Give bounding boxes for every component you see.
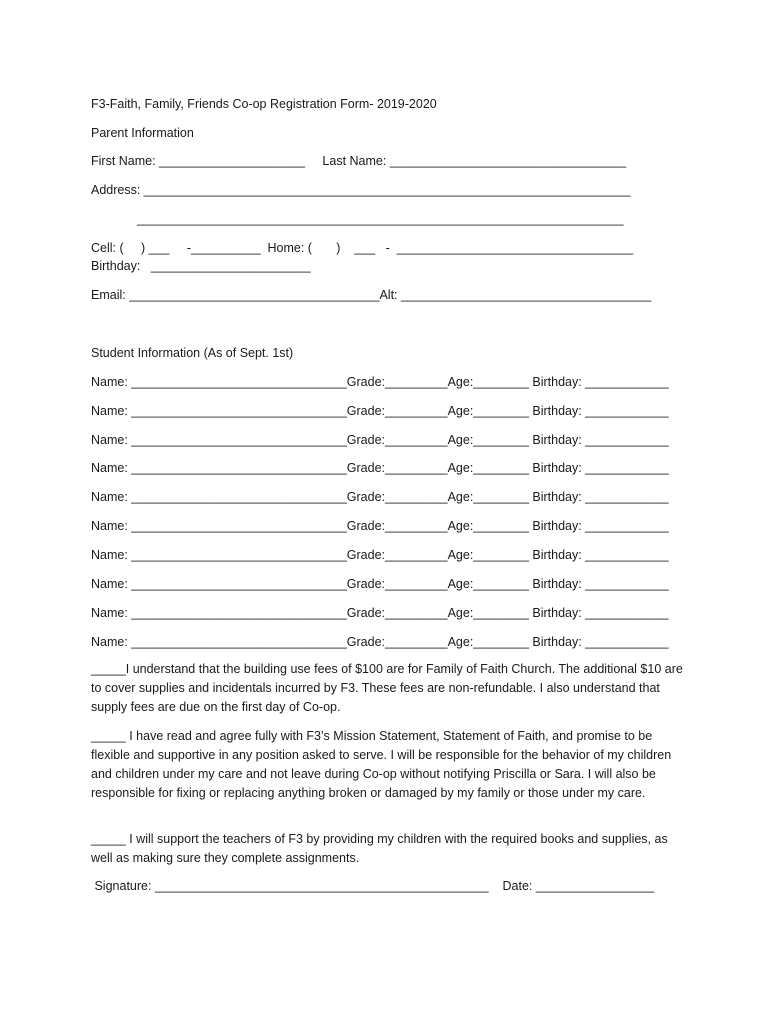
student-info-heading: Student Information (As of Sept. 1st): [91, 346, 294, 360]
name-fields[interactable]: First Name: _____________________ Last Name: __________________________________: [91, 154, 627, 168]
student-row[interactable]: Name: _______________________________Grade:_________Age:________ Birthday: ____________: [91, 404, 669, 418]
student-row[interactable]: Name: _______________________________Grade:_________Age:________ Birthday: ____________: [91, 606, 669, 620]
address-field-line2[interactable]: ______________________________________________________________________: [137, 212, 624, 226]
student-row[interactable]: Name: _______________________________Grade:_________Age:________ Birthday: ____________: [91, 577, 669, 591]
fees-agreement[interactable]: _____I understand that the building use fees of $100 are for Family of Faith Church. The additional $10 are to cover supplies and incidentals incurred by F3. These fees are non-refundable. I also understand that supply fees are due on the first day of Co-op.: [91, 662, 683, 714]
student-row[interactable]: Name: _______________________________Grade:_________Age:________ Birthday: ____________: [91, 490, 669, 504]
phone-fields[interactable]: Cell: ( ) ___ -__________ Home: ( ) ___ - __________________________________: [91, 241, 634, 255]
address-field[interactable]: Address: ______________________________________________________________________: [91, 183, 631, 197]
student-row[interactable]: Name: _______________________________Grade:_________Age:________ Birthday: ____________: [91, 519, 669, 533]
student-row[interactable]: Name: _______________________________Grade:_________Age:________ Birthday: ____________: [91, 635, 669, 649]
mission-agreement[interactable]: _____ I have read and agree fully with F3’s Mission Statement, Statement of Faith, and promise to be flexible and supportive in any position asked to serve. I will be responsible for the behavior of my children and children under my care and not leave during Co-op without notifying Priscilla or Sara. I will also be responsible for fixing or replacing anything broken or damaged by my family or those under my care.: [91, 729, 672, 800]
email-fields[interactable]: Email: ____________________________________Alt: ____________________________________: [91, 288, 652, 302]
signature-date-fields[interactable]: Signature: ________________________________________________ Date: _________________: [91, 879, 655, 893]
student-row[interactable]: Name: _______________________________Grade:_________Age:________ Birthday: ____________: [91, 548, 669, 562]
support-agreement[interactable]: _____ I will support the teachers of F3 by providing my children with the required books and supplies, as well as making sure they complete assignments.: [91, 832, 668, 865]
parent-birthday-field[interactable]: Birthday: _______________________: [91, 259, 311, 273]
parent-info-heading: Parent Information: [91, 126, 194, 140]
student-row[interactable]: Name: _______________________________Grade:_________Age:________ Birthday: ____________: [91, 461, 669, 475]
student-row[interactable]: Name: _______________________________Grade:_________Age:________ Birthday: ____________: [91, 433, 669, 447]
form-title: F3-Faith, Family, Friends Co-op Registration Form- 2019-2020: [91, 97, 437, 111]
student-row[interactable]: Name: _______________________________Grade:_________Age:________ Birthday: ____________: [91, 375, 669, 389]
